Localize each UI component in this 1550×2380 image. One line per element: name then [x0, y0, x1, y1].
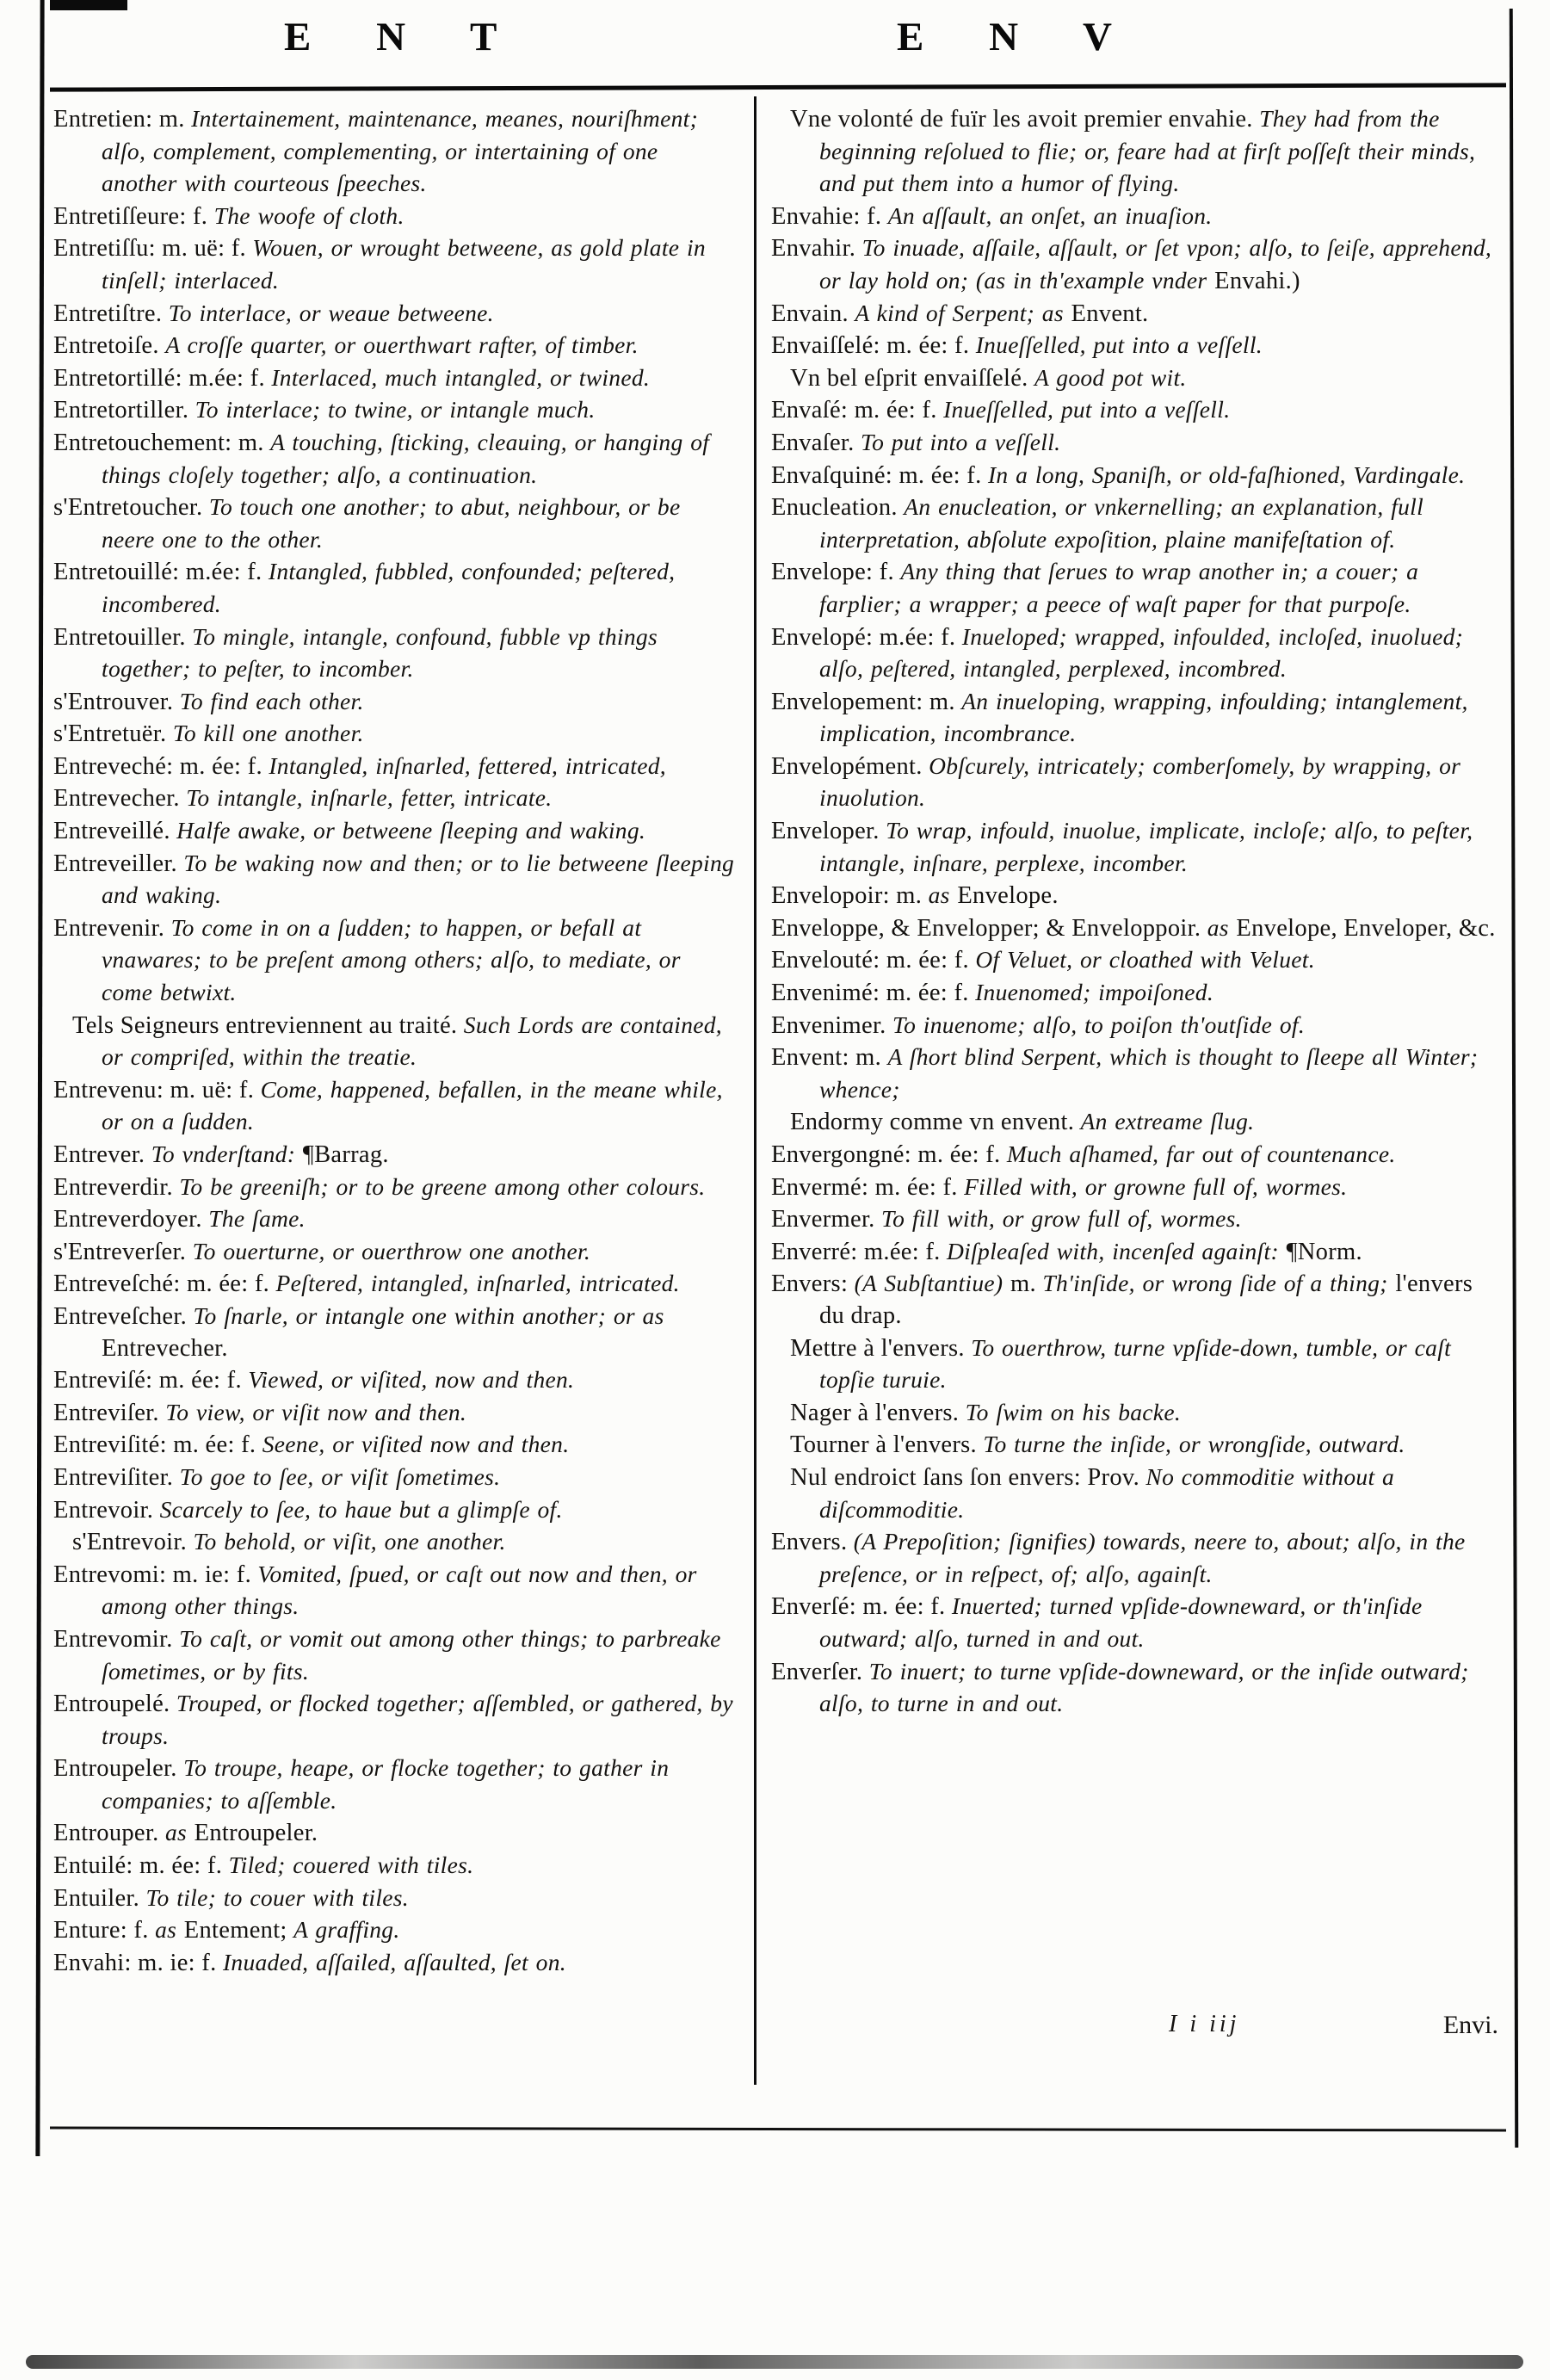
- dictionary-entry: [53, 1076, 738, 1141]
- definition-text: To touch one another; to abut, neighbour, or be neere one to the other.: [102, 493, 681, 553]
- definition-text: To ouerthrow, turne vpſide-down, tumble, or caſt topſie turuie.: [819, 1333, 1452, 1394]
- dictionary-entry: [771, 623, 1502, 688]
- dictionary-entry: [53, 1625, 738, 1690]
- headword-text: Entroupeler.: [53, 1755, 184, 1783]
- dictionary-entry: [771, 752, 1502, 817]
- headword-text: Entretien: m.: [53, 106, 192, 133]
- headword-text: Enture: f.: [53, 1917, 156, 1944]
- dictionary-entry: [53, 364, 738, 397]
- signature-mark: I i iij: [1169, 2011, 1240, 2037]
- dictionary-entry: [53, 1173, 738, 1206]
- definition-text: To intangle, inſnarle, fetter, intricate.: [186, 784, 553, 812]
- dictionary-entry: [771, 817, 1502, 881]
- headword-text: Envaſer.: [771, 429, 861, 456]
- definition-text: Any thing that ſerues to wrap another in; a couer; a farplier; a wrapper; a peece of waſt paper for that purpoſe.: [819, 558, 1419, 617]
- headword-text: Entrevenu: m. uë: f.: [53, 1076, 261, 1103]
- definition-text: An aſſault, an onſet, an inuaſion.: [887, 201, 1213, 229]
- dictionary-entry: [53, 234, 738, 299]
- dictionary-entry: [771, 1173, 1502, 1206]
- definition-text: Much aſhamed, far out of countenance.: [1006, 1141, 1396, 1167]
- definition-text: Wouen, or wrought betweene, as gold plate in tinſell; interlaced.: [102, 234, 706, 294]
- definition-text: To come in on a ſudden; to happen, or befall at vnawares; to be preſent among others; alſo, to mediate, or come betwixt.: [102, 913, 681, 1006]
- headword-text: Enveloper.: [771, 818, 886, 845]
- dictionary-entry: [771, 300, 1502, 332]
- headword-text: s'Entretuër.: [53, 720, 173, 748]
- headword-text: Entreveillé.: [53, 818, 177, 845]
- dictionary-entry: [53, 1205, 738, 1238]
- dictionary-entry: [53, 429, 738, 493]
- headword-text: Envergongné: m. ée: f.: [771, 1141, 1007, 1168]
- headword-text: Entrevomir.: [53, 1625, 180, 1653]
- headword-text: Envelouté: m. ée: f.: [771, 947, 976, 974]
- definition-text: To find each other.: [179, 687, 364, 714]
- headword-text: Envent.: [1071, 300, 1149, 327]
- definition-text: A kind of Serpent; as: [855, 299, 1071, 326]
- definition-text: Inuaded, aſſailed, aſſaulted, ſet on.: [222, 1948, 566, 1975]
- definition-text: A croſſe quarter, or ouerthwart rafter, of timber.: [165, 331, 639, 359]
- dictionary-entry: [771, 331, 1502, 364]
- headword-text: Entretouillé: m.ée: f.: [53, 559, 269, 586]
- headword-text: Envenimé: m. ée: f.: [771, 980, 976, 1007]
- definition-text: An extreame ſlug.: [1080, 1108, 1255, 1135]
- header-rule: [50, 83, 1506, 91]
- headword-text: Entretiſſeure: f.: [53, 202, 214, 230]
- headword-text: Entretouiller.: [53, 623, 193, 651]
- definition-text: A good pot wit.: [1034, 363, 1187, 391]
- definition-text: Peſtered, intangled, inſnarled, intricated.: [275, 1270, 680, 1297]
- dictionary-entry: [771, 1592, 1502, 1657]
- right-column: [771, 105, 1502, 1722]
- example-entry: [53, 1528, 738, 1561]
- dictionary-entry: [771, 461, 1502, 494]
- dictionary-entry: [771, 1528, 1502, 1592]
- dictionary-entry: [771, 881, 1502, 914]
- definition-text: To inuenome; alſo, to poiſon th'outſide of.: [892, 1011, 1305, 1038]
- example-entry: [771, 1431, 1502, 1463]
- definition-text: To tile; to couer with tiles.: [145, 1883, 409, 1911]
- dictionary-entry: [53, 1949, 738, 1981]
- footer-row: [771, 2011, 1502, 2045]
- definition-text: Seene, or viſited now and then.: [262, 1431, 570, 1458]
- definition-text: Inuenomed; impoiſoned.: [975, 979, 1214, 1006]
- definition-text: To vnderſtand:: [151, 1141, 303, 1167]
- dictionary-entry: [771, 1658, 1502, 1722]
- headword-text: Enverré: m.ée: f.: [771, 1238, 948, 1265]
- example-entry: [771, 105, 1502, 202]
- example-entry: [771, 1399, 1502, 1431]
- dictionary-entry: [53, 105, 738, 202]
- dictionary-entry: [53, 300, 738, 332]
- left-column: [53, 105, 738, 1981]
- dictionary-entry: [53, 396, 738, 429]
- headword-text: Entement;: [183, 1917, 294, 1944]
- definition-text: as: [164, 1819, 195, 1846]
- definition-text: A ſhort blind Serpent, which is thought to ſleepe all Winter; whence;: [819, 1043, 1479, 1103]
- headword-text: Envahie: f.: [771, 202, 888, 230]
- dictionary-entry: [771, 1238, 1502, 1270]
- definition-text: In a long, Spaniſh, or old-faſhioned, Vardingale.: [987, 461, 1466, 488]
- headword-text: Nager à l'envers.: [790, 1399, 966, 1426]
- headword-text: Entrevecher.: [53, 785, 187, 813]
- headword-text: Vn bel eſprit envaiſſelé.: [790, 364, 1034, 392]
- headword-text: Envelopement: m.: [771, 688, 962, 715]
- dictionary-entry: [53, 1851, 738, 1884]
- dictionary-entry: [53, 784, 738, 817]
- headword-text: Envenimer.: [771, 1011, 893, 1039]
- dictionary-entry: [771, 396, 1502, 429]
- definition-text: An inueloping, wrapping, infoulding; intanglement, implication, incombrance.: [819, 687, 1468, 747]
- headword-text: Envaiſſelé: m. ée: f.: [771, 332, 976, 360]
- definition-text: Such Lords are contained, or compriſed, within the treatie.: [102, 1011, 722, 1071]
- dictionary-entry: [53, 1238, 738, 1270]
- headword-text: Envaſquiné: m. ée: f.: [771, 461, 988, 489]
- headword-text: Envelopé: m.ée: f.: [771, 623, 962, 651]
- dictionary-entry: [53, 1366, 738, 1399]
- definition-text: Viewed, or viſited, now and then.: [248, 1366, 575, 1394]
- headword-text: Entreviſiter.: [53, 1463, 180, 1491]
- dictionary-entry: [771, 688, 1502, 752]
- definition-text: Intangled, fubbled, confounded; peſtered, incombered.: [102, 558, 676, 617]
- dictionary-entry: [53, 1496, 738, 1529]
- dictionary-entry: [771, 1270, 1502, 1333]
- running-head-right: E N V: [897, 15, 1139, 59]
- definition-text: To interlace; to twine, or intangle much.: [195, 396, 596, 423]
- example-entry: [771, 1463, 1502, 1528]
- definition-text: To wrap, infould, inuolue, implicate, incloſe; alſo, to peſter, intangle, inſnare, perplexe, incomber.: [819, 817, 1473, 876]
- headword-text: ¶Norm.: [1286, 1238, 1362, 1265]
- headword-text: Entreveiller.: [53, 850, 184, 877]
- definition-text: Intangled, inſnarled, fettered, intricated,: [269, 751, 666, 779]
- definition-text: To inuert; to turne vpſide-downeward, or the inſide outward; alſo, to turne in and out.: [819, 1657, 1469, 1717]
- headword-text: Enverſer.: [771, 1658, 869, 1685]
- dictionary-entry: [771, 1141, 1502, 1173]
- dictionary-entry: [771, 1011, 1502, 1044]
- definition-text: as: [928, 881, 958, 909]
- page-border-right: [1510, 9, 1519, 2148]
- dictionary-entry: [771, 979, 1502, 1011]
- dictionary-entry: [771, 1043, 1502, 1108]
- headword-text: Tourner à l'envers.: [790, 1431, 984, 1459]
- dictionary-entry: [53, 720, 738, 752]
- dictionary-entry: [53, 1754, 738, 1819]
- headword-text: ¶Barrag.: [302, 1141, 389, 1168]
- definition-text: Vomited, ſpued, or caſt out now and then, or among other things.: [102, 1560, 697, 1620]
- headword-text: s'Entreverſer.: [53, 1238, 193, 1265]
- dictionary-entry: [53, 1431, 738, 1463]
- dictionary-entry: [53, 558, 738, 622]
- definition-text: Intertainement, maintenance, meanes, nouriſhment; alſo, complement, complementing, or intertaining of one another with courteous ſpeeches.: [102, 105, 699, 197]
- headword-text: Entretiſſu: m. uë: f.: [53, 235, 253, 263]
- definition-text: To be waking now and then; or to lie betweene ſleeping and waking.: [102, 849, 735, 909]
- headword-text: l'envers du drap.: [819, 1270, 1473, 1329]
- definition-text: To caſt, or vomit out among other things; to parbreake ſometimes, or by fits.: [102, 1624, 721, 1685]
- example-entry: [53, 1011, 738, 1076]
- headword-text: Enveloppe, & Envelopper; & Enveloppoir.: [771, 914, 1207, 942]
- definition-text: No commoditie without a diſcommoditie.: [819, 1462, 1395, 1523]
- headword-text: s'Entrouver.: [53, 688, 180, 715]
- dictionary-entry: [53, 817, 738, 850]
- definition-text: Interlaced, much intangled, or twined.: [271, 363, 651, 391]
- headword-text: Envaſé: m. ée: f.: [771, 397, 944, 424]
- headword-text: Entreveſcher.: [53, 1302, 194, 1330]
- dictionary-entry: [53, 1690, 738, 1754]
- headword-text: Entreveſché: m. ée: f.: [53, 1270, 276, 1298]
- definition-text: as: [155, 1916, 184, 1944]
- dictionary-entry: [771, 202, 1502, 235]
- definition-text: To ouerturne, or ouerthrow one another.: [192, 1237, 591, 1264]
- definition-text: Obſcurely, intricately; comberſomely, by wrapping, or inuolution.: [819, 751, 1461, 812]
- definition-text: Diſpleaſed with, incenſed againſt:: [947, 1237, 1287, 1264]
- headword-text: Envahir.: [771, 235, 862, 263]
- headword-text: Entreviſité: m. ée: f.: [53, 1431, 262, 1459]
- definition-text: Inuerted; turned vpſide-downeward, or th'inſide outward; alſo, turned in and out.: [819, 1592, 1423, 1652]
- dictionary-entry: [53, 850, 738, 914]
- dictionary-entry: [53, 1561, 738, 1625]
- headword-text: Tels Seigneurs entreviennent au traité.: [72, 1011, 464, 1039]
- headword-text: Entrever.: [53, 1141, 151, 1168]
- dictionary-entry: [53, 331, 738, 364]
- headword-text: Entrevoir.: [53, 1496, 160, 1524]
- headword-text: Envers:: [771, 1270, 855, 1298]
- dictionary-entry: [53, 1884, 738, 1917]
- headword-text: Entreverdoyer.: [53, 1206, 209, 1233]
- headword-text: Entreverdir.: [53, 1173, 180, 1201]
- headword-text: Envelope.: [957, 882, 1059, 910]
- headword-text: Entreviſé: m. ée: f.: [53, 1367, 249, 1394]
- dictionary-entry: [53, 1270, 738, 1302]
- definition-text: To interlace, or weaue betweene.: [168, 299, 494, 326]
- headword-text: Envelope, Enveloper, &c.: [1236, 914, 1496, 942]
- dictionary-entry: [53, 1141, 738, 1173]
- definition-text: Inueſſelled, put into a veſſell.: [943, 396, 1231, 423]
- headword-text: Envahi.): [1214, 267, 1300, 294]
- headword-text: Vne volonté de fuïr les avoit premier envahie.: [790, 106, 1260, 133]
- definition-text: To fill with, or grow full of, wormes.: [881, 1205, 1242, 1233]
- headword-text: Entrevenir.: [53, 914, 171, 942]
- dictionary-entry: [771, 914, 1502, 947]
- definition-text: To troupe, heape, or flocke together; to gather in companies; to aſſemble.: [102, 1754, 670, 1814]
- headword-text: Entuiler.: [53, 1884, 146, 1912]
- headword-text: Envent: m.: [771, 1044, 888, 1072]
- definition-text: Halfe awake, or betweene ſleeping and waking.: [176, 817, 646, 844]
- definition-text: They had from the beginning reſolued to flie; or, feare had at firſt poſſeſt their minds, and put them into a humor of flying.: [819, 105, 1476, 197]
- definition-text: The woofe of cloth.: [213, 201, 404, 229]
- definition-text: To inuade, aſſaile, aſſault, or ſet vpon; alſo, to ſeiſe, apprehend, or lay hold on; (as in th'example vnder: [819, 234, 1492, 294]
- headword-text: Envahi: m. ie: f.: [53, 1949, 223, 1976]
- definition-text: To kill one another.: [172, 720, 364, 747]
- definition-text: Scarcely to ſee, to haue but a glimpſe of.: [159, 1495, 563, 1523]
- headword-text: Entretortillé: m.ée: f.: [53, 364, 272, 392]
- dictionary-entry: [771, 946, 1502, 979]
- definition-text: Of Veluet, or cloathed with Veluet.: [975, 946, 1315, 974]
- headword-text: Endormy comme vn envent.: [790, 1109, 1081, 1136]
- definition-text: To put into a veſſell.: [861, 428, 1061, 455]
- headword-text: Enverſé: m. ée: f.: [771, 1593, 952, 1621]
- headword-text: m.: [1010, 1270, 1043, 1298]
- definition-text: The ſame.: [208, 1205, 306, 1233]
- definition-text: Inueſſelled, put into a veſſell.: [975, 331, 1263, 359]
- definition-text: Filled with, or growne full of, wormes.: [964, 1172, 1348, 1200]
- corner-ink-mark: [50, 0, 127, 10]
- headword-text: Nul endroict ſans ſon envers: Prov.: [790, 1463, 1146, 1491]
- headword-text: Enucleation.: [771, 494, 905, 522]
- headword-text: Entuilé: m. ée: f.: [53, 1852, 229, 1880]
- catchword: Envi.: [1442, 2011, 1498, 2039]
- page-edge-shadow: [26, 2355, 1523, 2369]
- definition-text: (A Prepoſition; ſignifies) towards, neere to, about; alſo, in the preſence, or in reſpect, of; alſo, againſt.: [819, 1528, 1466, 1587]
- running-head-left: E N T: [284, 15, 525, 59]
- dictionary-entry: [53, 914, 738, 1011]
- definition-text: A graffing.: [293, 1916, 400, 1944]
- headword-text: Entreviſer.: [53, 1399, 166, 1426]
- headword-text: Entreveché: m. ée: f.: [53, 752, 269, 780]
- headword-text: Entretiſtre.: [53, 300, 169, 327]
- headword-text: Envers.: [771, 1529, 854, 1556]
- definition-text: To behold, or viſit, one another.: [193, 1528, 506, 1555]
- dictionary-entry: [53, 688, 738, 720]
- headword-text: Envelope: f.: [771, 559, 901, 586]
- dictionary-entry: [53, 1916, 738, 1949]
- dictionary-entry: [53, 752, 738, 785]
- dictionary-entry: [53, 1399, 738, 1431]
- definition-text: Come, happened, befallen, in the meane while, or on a ſudden.: [102, 1075, 723, 1135]
- bottom-rule: [50, 2127, 1506, 2132]
- headword-text: Envermé: m. ée: f.: [771, 1173, 965, 1201]
- headword-text: Entrouper.: [53, 1820, 165, 1847]
- definition-text: Inueloped; wrapped, infoulded, incloſed, inuolued; alſo, peſtered, intangled, perplexed, incombred.: [819, 622, 1464, 683]
- definition-text: (A Subſtantiue): [854, 1270, 1011, 1297]
- example-entry: [771, 364, 1502, 397]
- definition-text: Trouped, or flocked together; aſſembled, or gathered, by troups.: [102, 1690, 733, 1749]
- example-entry: [771, 1108, 1502, 1141]
- headword-text: Envelopément.: [771, 752, 929, 780]
- headword-text: s'Entrevoir.: [72, 1529, 194, 1556]
- definition-text: Th'inſide, or wrong ſide of a thing;: [1042, 1270, 1396, 1297]
- dictionary-entry: [53, 1463, 738, 1496]
- dictionary-entry: [771, 493, 1502, 558]
- definition-text: A touching, ſticking, cleauing, or hanging of things cloſely together; alſo, a continuation.: [102, 428, 710, 488]
- headword-text: Entretouchement: m.: [53, 429, 271, 456]
- dictionary-entry: [53, 1302, 738, 1366]
- headword-text: s'Entretoucher.: [53, 494, 209, 522]
- headword-text: Entroupeler.: [194, 1820, 318, 1847]
- dictionary-entry: [53, 1819, 738, 1851]
- headword-text: Entrevomi: m. ie: f.: [53, 1561, 258, 1588]
- headword-text: Envermer.: [771, 1206, 882, 1233]
- dictionary-entry: [53, 623, 738, 688]
- dictionary-entry: [771, 1205, 1502, 1238]
- definition-text: To mingle, intangle, confound, fubble vp things together; to peſter, to incomber.: [102, 622, 658, 683]
- example-entry: [771, 1334, 1502, 1399]
- definition-text: An enucleation, or vnkernelling; an explanation, full interpretation, abſolute expoſition, plaine manifeſtation of.: [819, 493, 1424, 553]
- dictionary-entry: [53, 202, 738, 235]
- headword-text: Entroupelé.: [53, 1691, 176, 1718]
- headword-text: Entretoiſe.: [53, 332, 166, 360]
- dictionary-entry: [771, 234, 1502, 299]
- definition-text: To be greeniſh; or to be greene among other colours.: [179, 1172, 706, 1200]
- dictionary-entry: [771, 429, 1502, 461]
- headword-text: Envain.: [771, 300, 855, 327]
- headword-text: Mettre à l'envers.: [790, 1334, 972, 1362]
- headword-text: Entrevecher.: [102, 1334, 228, 1362]
- headword-text: Entretortiller.: [53, 397, 195, 424]
- dictionary-entry: [53, 493, 738, 558]
- dictionary-entry: [771, 558, 1502, 622]
- page-border-left: [35, 0, 44, 2156]
- definition-text: To view, or viſit now and then.: [165, 1398, 467, 1425]
- definition-text: To ſnarle, or intangle one within another; or as: [193, 1301, 664, 1329]
- column-divider-rule: [754, 96, 756, 2085]
- definition-text: Tiled; couered with tiles.: [228, 1851, 474, 1879]
- headword-text: Envelopoir: m.: [771, 882, 929, 910]
- definition-text: To ſwim on his backe.: [965, 1398, 1181, 1425]
- definition-text: as: [1207, 913, 1237, 941]
- definition-text: To goe to ſee, or viſit ſometimes.: [179, 1462, 501, 1490]
- definition-text: To turne the inſide, or wrongſide, outward.: [983, 1431, 1405, 1458]
